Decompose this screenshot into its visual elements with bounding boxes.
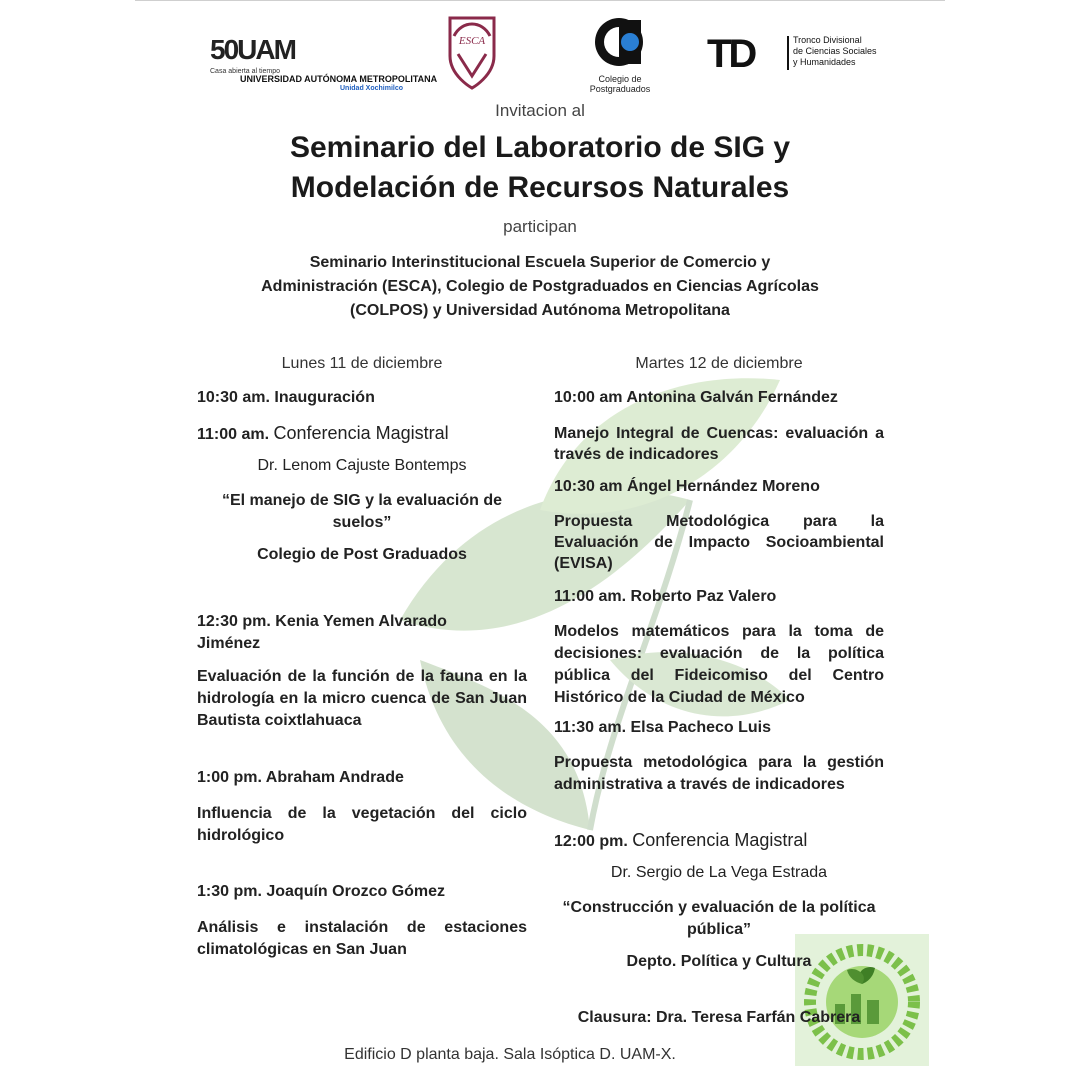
monday-keynote-inst: Colegio de Post Graduados: [257, 546, 467, 563]
tuesday-session-3: 11:00 am. Roberto Paz Valero: [554, 588, 777, 605]
tuesday-session-4-topic: Propuesta metodológica para la gestión administrativa a través de indicadores: [554, 754, 884, 793]
colpos-line1: Colegio de: [598, 74, 642, 84]
tuesday-keynote: [554, 830, 807, 851]
inst-line1: Seminario Interinstitucional Escuela Superior de Comercio y: [309, 254, 771, 271]
monday-session-4: 1:00 pm. Abraham Andrade: [197, 769, 404, 786]
participate-text: participan: [503, 217, 577, 236]
monday-session-3-topic: Evaluación de la función de la fauna en la hidrología en la micro cuenca de San Juan Bautista coixtlahuaca: [197, 668, 527, 729]
td-line1: Tronco Divisional: [793, 35, 862, 45]
tuesday-keynote-speaker: Dr. Sergio de La Vega Estrada: [610, 864, 828, 881]
title-line1: Seminario del Laboratorio de SIG y: [289, 131, 791, 164]
tuesday-keynote-label: Conferencia Magistral: [632, 830, 808, 850]
uam-logo: [210, 34, 438, 94]
tuesday-session-2: 10:30 am Ángel Hernández Moreno: [554, 478, 820, 495]
tuesday-keynote-dept: Depto. Política y Cultura: [626, 953, 812, 970]
colpos-line2: Postgraduados: [589, 84, 651, 94]
page-title: [0, 128, 1080, 208]
top-rule: [135, 0, 945, 1]
td-divider: [787, 36, 789, 70]
uam-unit: Unidad Xochimilco: [340, 85, 404, 92]
closing: Clausura: Dra. Teresa Farfán Cabrera: [577, 1009, 861, 1026]
uam-mark: 50UAM: [210, 34, 295, 65]
tuesday-session-1-topic: Manejo Integral de Cuencas: evaluación a través de indicadores: [554, 425, 884, 463]
venue-footer: Edificio D planta baja. Sala Isóptica D. UAM-X.: [344, 1046, 676, 1063]
td-line2: de Ciencias Sociales: [793, 46, 877, 56]
title-line2: Modelación de Recursos Naturales: [290, 171, 790, 204]
esca-mark: ESCA: [458, 35, 486, 47]
tuesday-session-1: 10:00 am Antonina Galván Fernández: [554, 389, 838, 406]
monday-session-4-topic: Influencia de la vegetación del ciclo hidrológico: [197, 805, 527, 844]
tuesday-session-3-topic: Modelos matemáticos para la toma de decisiones: evaluación de la política pública del Fideicomiso del Centro Histórico de la Ciudad de México: [554, 623, 884, 706]
monday-keynote-time: 11:00 am.: [197, 426, 270, 443]
monday-keynote-label: Conferencia Magistral: [273, 423, 449, 443]
inst-line2: Administración (ESCA), Colegio de Postgraduados en Ciencias Agrícolas: [261, 278, 819, 295]
invitation-text: Invitacion al: [495, 101, 585, 120]
institutions: [220, 251, 860, 323]
td-mark: TD: [707, 32, 755, 76]
monday-session-5-topic: Análisis e instalación de estaciones climatológicas en San Juan: [197, 919, 527, 958]
uam-tagline: Casa abierta al tiempo: [210, 68, 281, 75]
tuesday-session-4: 11:30 am. Elsa Pacheco Luis: [554, 719, 772, 736]
inst-line3: (COLPOS) y Universidad Autónoma Metropolitana: [350, 302, 730, 319]
monday-keynote: [197, 423, 449, 444]
esca-shield-icon: [444, 14, 500, 92]
td-line3: y Humanidades: [793, 57, 856, 67]
td-text: [793, 35, 883, 68]
colpos-logo-icon: [585, 16, 655, 72]
uam-name: UNIVERSIDAD AUTÓNOMA METROPOLITANA: [240, 74, 438, 84]
monday-inauguration: 10:30 am. Inauguración: [197, 389, 375, 406]
colpos-text: [585, 74, 655, 94]
tuesday-keynote-talk: “Construcción y evaluación de la política pública”: [562, 899, 876, 938]
monday-keynote-speaker: Dr. Lenom Cajuste Bontemps: [257, 457, 467, 474]
colpos-logo: [585, 16, 665, 98]
tuesday-session-2-topic: Propuesta Metodológica para la Evaluación de Impacto Socioambiental (EVISA): [554, 513, 884, 572]
monday-session-3: 12:30 pm. Kenia Yemen Alvarado Jiménez: [197, 613, 447, 652]
monday-heading: Lunes 11 de diciembre: [281, 355, 443, 372]
tuesday-keynote-time: 12:00 pm.: [554, 833, 628, 850]
monday-keynote-talk: “El manejo de SIG y la evaluación de suelos”: [221, 492, 503, 531]
monday-session-5: 1:30 pm. Joaquín Orozco Gómez: [197, 883, 446, 900]
td-logo: [707, 32, 877, 78]
tuesday-heading: Martes 12 de diciembre: [635, 355, 803, 372]
